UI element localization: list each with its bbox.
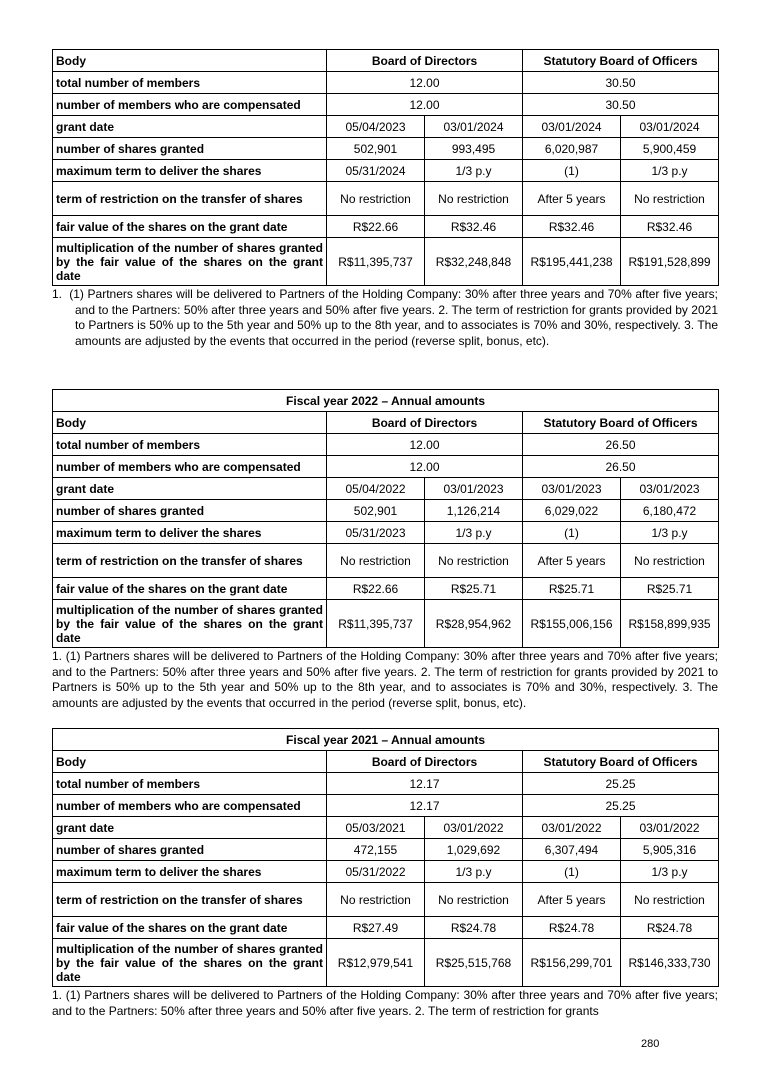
board-header: Board of Directors [327,50,523,72]
table-cell: No restriction [327,883,425,917]
row-label: fair value of the shares on the grant date [53,578,327,600]
footnote: 1. (1) Partners shares will be delivered to Partners of the Holding Company: 30% after three years and 70% after five years; and to the Partners: 50% after three years and 50% after five years. 2. The term of restriction for grants provided by 2021 to Partners is 50% up to the 5th year and 50% up to the 8th year, and to associates is 70% and 30%, respectively. 3. The amounts are adjusted by the events that occurred in the period (reverse split, bonus, etc). [52,649,718,710]
table-row [53,522,719,544]
table-cell: 25.25 [523,773,719,795]
table-cell: 05/31/2024 [327,160,425,182]
row-label: total number of members [53,72,327,94]
table-cell: R$11,395,737 [327,600,425,648]
table-cell: 502,901 [327,500,425,522]
table-cell: 12.17 [327,773,523,795]
row-label: term of restriction on the transfer of shares [53,182,327,216]
table-row [53,478,719,500]
table-row [53,50,719,72]
table-row [53,729,719,751]
row-label: fair value of the shares on the grant date [53,917,327,939]
table-cell: R$24.78 [621,917,719,939]
table-cell: 12.00 [327,94,523,116]
table-cell: R$25.71 [621,578,719,600]
table-cell: 1/3 p.y [425,861,523,883]
table-cell: 30.50 [523,94,719,116]
table-cell: 502,901 [327,138,425,160]
table-cell: After 5 years [523,182,621,216]
row-label: multiplication of the number of shares granted by the fair value of the shares on the grant date [53,939,327,987]
table-row [53,216,719,238]
table-cell: 03/01/2022 [621,817,719,839]
table-cell: After 5 years [523,544,621,578]
table-cell: R$28,954,962 [425,600,523,648]
table-row [53,138,719,160]
table-cell: 12.00 [327,456,523,478]
table-cell: R$32.46 [523,216,621,238]
table-cell: 1/3 p.y [621,522,719,544]
board-header: Board of Directors [327,412,523,434]
table-cell: 03/01/2024 [621,116,719,138]
table-title: Fiscal year 2022 – Annual amounts [53,390,719,412]
table-cell: R$195,441,238 [523,238,621,286]
table-cell: R$24.78 [523,917,621,939]
table-cell: 03/01/2022 [523,817,621,839]
table-cell: No restriction [425,182,523,216]
table-cell: 1/3 p.y [425,522,523,544]
row-label: number of shares granted [53,839,327,861]
table-cell: 03/01/2024 [523,116,621,138]
table-cell: 03/01/2023 [425,478,523,500]
row-label: grant date [53,116,327,138]
table-cell: 6,180,472 [621,500,719,522]
table-cell: R$32.46 [425,216,523,238]
table-row [53,390,719,412]
table-cell: R$158,899,935 [621,600,719,648]
table-cell: No restriction [425,544,523,578]
table-fiscal-2023 [52,49,719,286]
table-cell: 25.25 [523,795,719,817]
board-header: Board of Directors [327,751,523,773]
table-cell: R$11,395,737 [327,238,425,286]
row-label: total number of members [53,773,327,795]
table-row [53,500,719,522]
row-label: term of restriction on the transfer of shares [53,883,327,917]
table-cell: 472,155 [327,839,425,861]
table-cell: No restriction [621,544,719,578]
table-cell: R$191,528,899 [621,238,719,286]
table-cell: 1,126,214 [425,500,523,522]
row-label: grant date [53,478,327,500]
table-title: Fiscal year 2021 – Annual amounts [53,729,719,751]
table-cell: 1,029,692 [425,839,523,861]
row-label: multiplication of the number of shares granted by the fair value of the shares on the grant date [53,600,327,648]
table-row [53,544,719,578]
table-fiscal-2021 [52,728,719,987]
table-row [53,238,719,286]
table-cell: R$25.71 [523,578,621,600]
row-label: fair value of the shares on the grant date [53,216,327,238]
table-row [53,456,719,478]
row-label: number of members who are compensated [53,456,327,478]
table-cell: 05/31/2022 [327,861,425,883]
table-row [53,839,719,861]
statutory-header: Statutory Board of Officers [523,50,719,72]
table-cell: 1/3 p.y [621,861,719,883]
table-cell: No restriction [621,883,719,917]
table-row [53,773,719,795]
table-cell: R$156,299,701 [523,939,621,987]
table-row [53,434,719,456]
row-label: maximum term to deliver the shares [53,160,327,182]
table-cell: 05/04/2022 [327,478,425,500]
table-cell: 05/04/2023 [327,116,425,138]
table-cell: 5,905,316 [621,839,719,861]
table-cell: R$24.78 [425,917,523,939]
table-cell: 6,307,494 [523,839,621,861]
table-cell: 993,495 [425,138,523,160]
row-label: grant date [53,817,327,839]
table-row [53,72,719,94]
table-cell: 03/01/2024 [425,116,523,138]
row-label: number of members who are compensated [53,795,327,817]
table-cell: R$25,515,768 [425,939,523,987]
table-cell: 12.00 [327,72,523,94]
table-row [53,861,719,883]
table-cell: R$32.46 [621,216,719,238]
row-label: multiplication of the number of shares granted by the fair value of the shares on the grant date [53,238,327,286]
table-cell: R$25.71 [425,578,523,600]
row-label: maximum term to deliver the shares [53,861,327,883]
table-row [53,94,719,116]
table-cell: 05/03/2021 [327,817,425,839]
table-cell: (1) [523,861,621,883]
table-row [53,116,719,138]
table-cell: No restriction [327,544,425,578]
table-cell: (1) [523,160,621,182]
table-cell: R$12,979,541 [327,939,425,987]
table-cell: 1/3 p.y [621,160,719,182]
table-cell: 12.00 [327,434,523,456]
body-header: Body [53,50,327,72]
table-cell: R$27.49 [327,917,425,939]
body-header: Body [53,751,327,773]
table-cell: 03/01/2022 [425,817,523,839]
table-cell: No restriction [327,182,425,216]
table-row [53,751,719,773]
table-cell: 26.50 [523,434,719,456]
table-cell: (1) [523,522,621,544]
table-cell: R$22.66 [327,216,425,238]
table-row [53,817,719,839]
table-cell: 6,020,987 [523,138,621,160]
row-label: total number of members [53,434,327,456]
body-header: Body [53,412,327,434]
table-cell: 6,029,022 [523,500,621,522]
table-fiscal-2022 [52,389,719,648]
table-cell: 26.50 [523,456,719,478]
table-row [53,600,719,648]
row-label: maximum term to deliver the shares [53,522,327,544]
table-row [53,412,719,434]
table-cell: 5,900,459 [621,138,719,160]
table-cell: R$146,333,730 [621,939,719,987]
table-row [53,883,719,917]
table-row [53,917,719,939]
statutory-header: Statutory Board of Officers [523,751,719,773]
table-row [53,795,719,817]
table-cell: 03/01/2023 [523,478,621,500]
table-row [53,160,719,182]
table-row [53,939,719,987]
table-cell: R$155,006,156 [523,600,621,648]
table-cell: 1/3 p.y [425,160,523,182]
statutory-header: Statutory Board of Officers [523,412,719,434]
table-cell: 30.50 [523,72,719,94]
table-cell: After 5 years [523,883,621,917]
table-row [53,182,719,216]
row-label: term of restriction on the transfer of shares [53,544,327,578]
table-cell: R$32,248,848 [425,238,523,286]
footnote: 1. (1) Partners shares will be delivered to Partners of the Holding Company: 30% after three years and 70% after five years; and to the Partners: 50% after three years and 50% after five years. 2. The term of restriction for grants provided by 2021 to Partners is 50% up to the 5th year and 50% up to the 8th year, and to associates is 70% and 30%, respectively. 3. The amounts are adjusted by the events that occurred in the period (reverse split, bonus, etc). [52,287,718,348]
table-cell: No restriction [425,883,523,917]
table-cell: R$22.66 [327,578,425,600]
table-row [53,578,719,600]
table-cell: 03/01/2023 [621,478,719,500]
page-number: 280 [641,1038,660,1050]
table-cell: 05/31/2023 [327,522,425,544]
table-cell: 12.17 [327,795,523,817]
row-label: number of members who are compensated [53,94,327,116]
footnote: 1. (1) Partners shares will be delivered to Partners of the Holding Company: 30% after three years and 70% after five years; and to the Partners: 50% after three years and 50% after five years. 2. The term of restriction for grants [52,988,718,1018]
row-label: number of shares granted [53,138,327,160]
row-label: number of shares granted [53,500,327,522]
table-cell: No restriction [621,182,719,216]
